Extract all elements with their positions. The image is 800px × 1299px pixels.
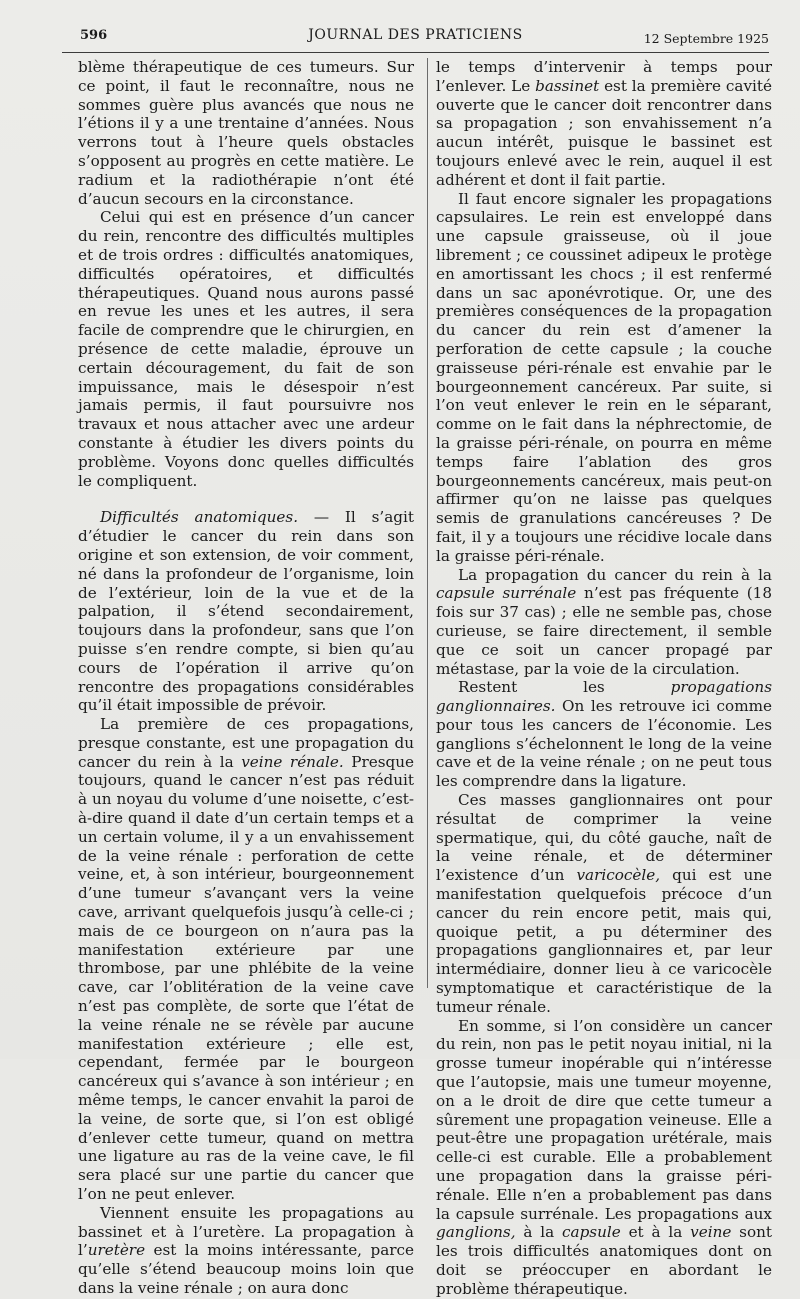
column-divider [427, 58, 428, 988]
paragraph: Viennent ensuite les propagations au bassinet et à l’uretère. La propagation à l’uretère est la moins intéressante, parce qu’elle s’étend beaucoup moins loin que dans la veine rénale ; on aura donc [78, 1203, 414, 1297]
paragraph: blème thérapeutique de ces tumeurs. Sur ce point, il faut le reconnaître, nous ne sommes guère plus avancés que nous ne l’étions il y a une trentaine d’années. Nous verrons tout à l’heure quels obstacles s’opposent au progrès en cette matière. Le radium et la radiothérapie n’ont été d’aucun secours en la circonstance. [78, 58, 414, 208]
paragraph: le temps d’intervenir à temps pour l’enlever. Le bassinet est la première cavité ouverte que le cancer doit rencontrer dans sa propagation ; son envahissement n’a aucun intérêt, puisque le bassinet est toujours enlevé avec le rein, auquel il est adhérent et dont il fait partie. [436, 58, 772, 189]
paragraph: Difficultés anatomiques. — Il s’agit d’étudier le cancer du rein dans son origine et son extension, de voir comment, né dans la profondeur de l’organisme, loin de l’extérieur, loin de la vue et de la palpation, il s’étend secondairement, toujours dans la profondeur, sans que l’on puisse s’en rendre compte, si bien qu’au cours de l’opération il arrive qu’on rencontre des propagations considérables qu’il était impossible de prévoir. [78, 508, 414, 715]
page-number: 596 [80, 28, 108, 43]
emphasis: bassinet [535, 76, 600, 95]
paragraph: Ces masses ganglionnaires ont pour résultat de comprimer la veine spermatique, qui, du côté gauche, naît de la veine rénale, et de déterminer l’existence d’un varicocèle, qui est une manifestation quelquefois précoce d’un cancer du rein encore petit, mais qui, quoique petit, a pu déterminer des propagations ganglionnaires et, par leur intermédiaire, donner lieu à ce varicocèle symptomatique et caractéristique de la tumeur rénale. [436, 791, 772, 1016]
journal-title: JOURNAL DES PRATICIENS [308, 27, 523, 43]
emphasis: ganglions, [436, 1223, 516, 1242]
paragraph: En somme, si l’on considère un cancer du rein, non pas le petit noyau initial, ni la grosse tumeur inopérable qui n’intéresse que l’autopsie, mais une tumeur moyenne, on a le droit de dire que cette tumeur a sûrement une propagation veineuse. Elle a peut-être une propagation urétérale, mais celle-ci est curable. Elle a probablement une propagation dans la graisse péri-rénale. Elle n’en a probablement pas dans la capsule surrénale. Les propagations aux ganglions, à la capsule et à la veine sont les trois difficultés anatomiques dont on doit se préoccuper en abordant le problème thérapeutique. [436, 1016, 772, 1298]
right-column [436, 58, 772, 1299]
emphasis: veine [690, 1223, 732, 1242]
emphasis: propagations ganglionnaires. [436, 678, 772, 716]
issue-date: 12 Septembre 1925 [643, 31, 769, 46]
paragraph: La première de ces propagations, presque constante, est une propagation du cancer du rein à la veine rénale. Presque toujours, quand le cancer n’est pas réduit à un noyau du volume d’une noisette, c’est-à-dire quand il date d’un certain temps et a un certain volume, il y a un envahissement de la veine rénale : perforation de cette veine, et, à son intérieur, bourgeonnement d’une tumeur s’avançant vers la veine cave, arrivant quelquefois jusqu’à celle-ci ; mais de ce bourgeon on n’aura pas la manifestation extérieure par une thrombose, par une phlébite de la veine cave, car l’oblitération de la veine cave n’est pas complète, de sorte que l’état de la veine rénale ne se révèle par aucune manifestation extérieure ; elle est, cependant, fermée par le bourgeon cancéreux qui s’avance à son intérieur ; en même temps, le cancer envahit la paroi de la veine, de sorte que, si l’on est obligé d’enlever cette tumeur, quand on mettra une ligature au ras de la veine cave, le fil sera placé sur une partie du cancer que l’on ne peut enlever. [78, 715, 414, 1204]
emphasis: capsule surrénale [436, 584, 577, 603]
header-rule [62, 52, 769, 53]
emphasis: capsule [562, 1223, 621, 1242]
section-heading: Difficultés anatomiques. [100, 508, 299, 527]
paragraph: Restent les propagations ganglionnaires. On les retrouve ici comme pour tous les cancers de l’économie. Les ganglions s’échelonnent le long de la veine cave et de la veine rénale ; on ne peut tous les comprendre dans la ligature. [436, 678, 772, 791]
emphasis: varicocèle, [576, 866, 661, 885]
paragraph: Il faut encore signaler les propagations capsulaires. Le rein est enveloppé dans une capsule graisseuse, où il joue librement ; ce coussinet adipeux le protège en amortissant les chocs ; il est renfermé dans un sac aponévrotique. Or, une des premières conséquences de la propagation du cancer du rein est d’amener la perforation de cette capsule ; la couche graisseuse péri-rénale est envahie par le bourgeonnement cancéreux. Par suite, si l’on veut enlever le rein en le séparant, comme on le fait dans la néphrectomie, de la graisse péri-rénale, on pourra en même temps faire l’ablation des gros bourgeonnements cancéreux, mais peut-on affirmer qu’on ne laisse pas quelques semis de granulations cancéreuses ? De fait, il y a toujours une récidive locale dans la graisse péri-rénale. [436, 189, 772, 565]
running-head [62, 26, 769, 48]
left-column [78, 58, 414, 1298]
paragraph: La propagation du cancer du rein à la capsule surrénale n’est pas fréquente (18 fois sur 37 cas) ; elle ne semble pas, chose curieuse, se faire directement, il semble que ce soit un cancer propagé par métastase, par la voie de la circulation. [436, 565, 772, 678]
emphasis: uretère [87, 1241, 146, 1260]
paragraph: Celui qui est en présence d’un cancer du rein, rencontre des difficultés multiples et de trois ordres : difficultés anatomiques, difficultés opératoires, et difficultés thérapeutiques. Quand nous aurons passé en revue les unes et les autres, il sera facile de comprendre que le chirurgien, en présence de cette maladie, éprouve un certain découragement, du fait de son impuissance, mais le désespoir n’est jamais permis, il faut poursuivre nos travaux et nous attacher avec une ardeur constante à étudier les divers points du problème. Voyons donc quelles difficultés le compliquent. [78, 208, 414, 490]
emphasis: veine rénale. [241, 752, 344, 771]
